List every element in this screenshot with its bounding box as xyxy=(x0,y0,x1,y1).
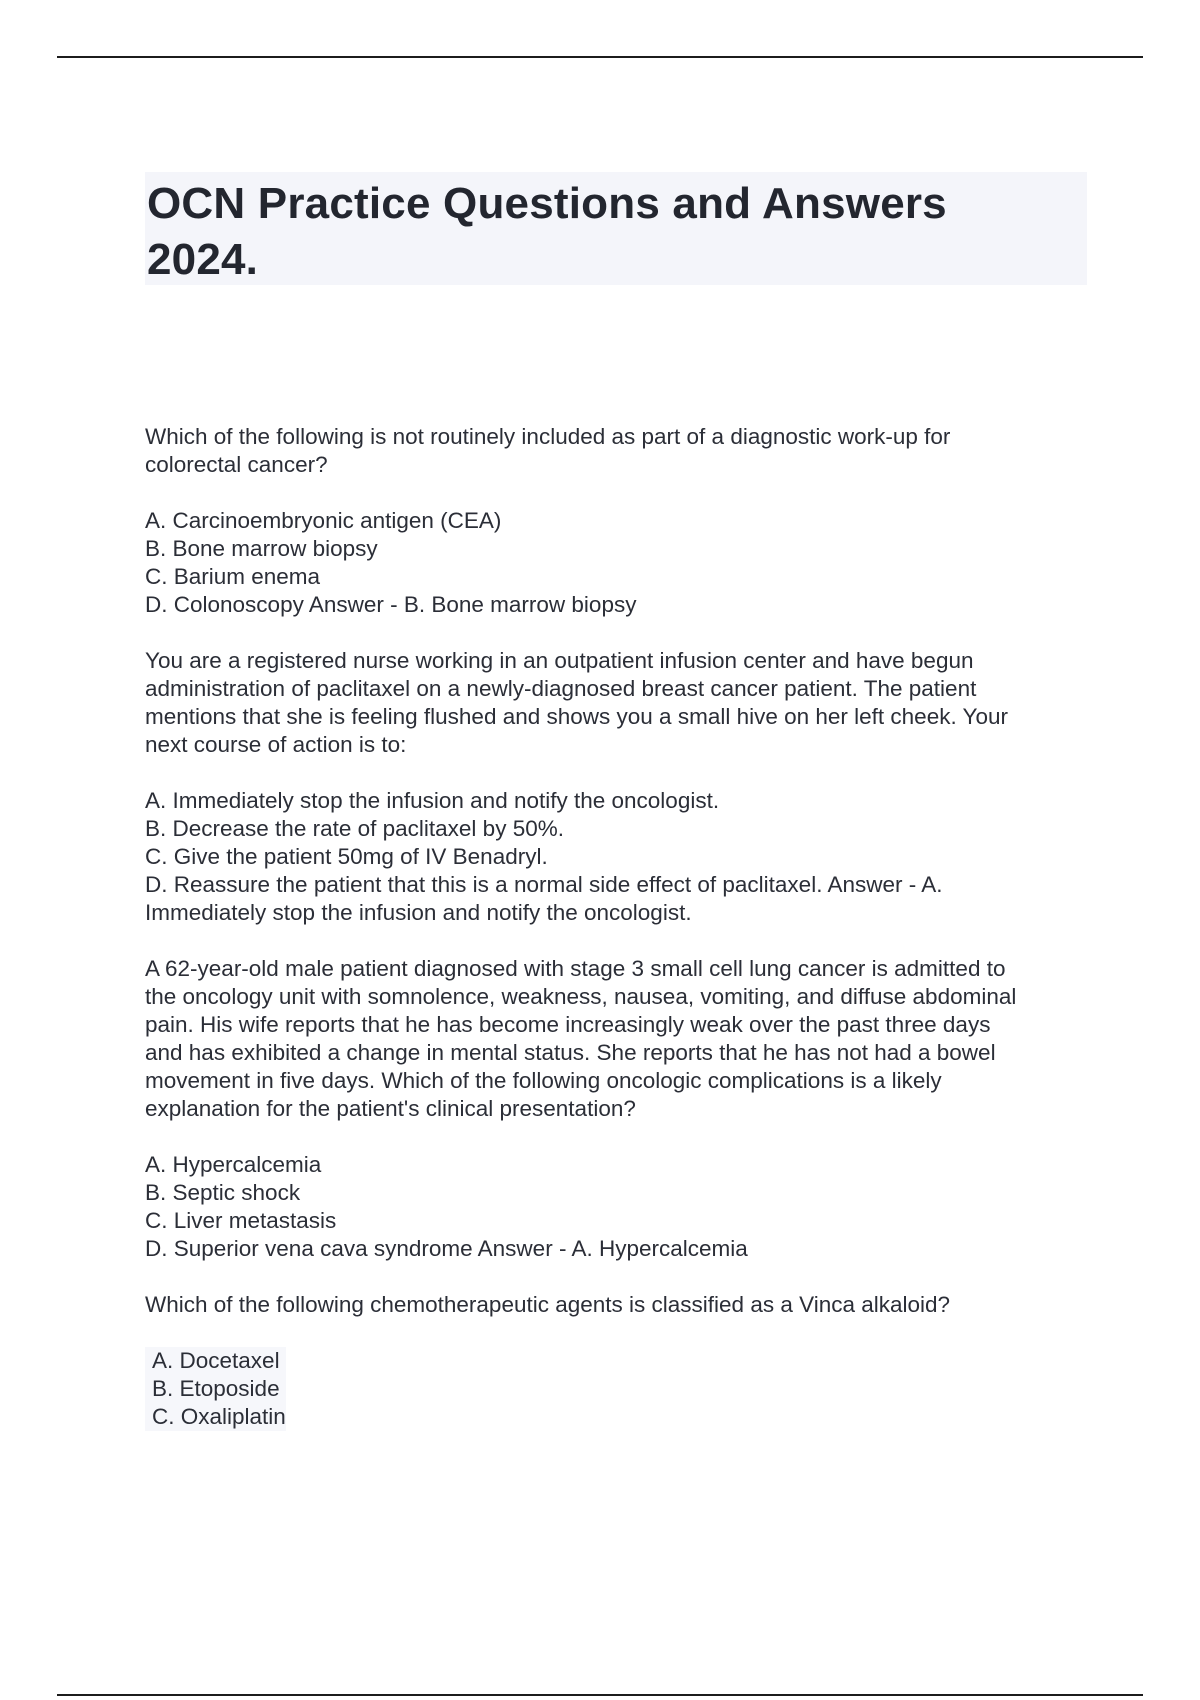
question-3-option: B. Septic shock xyxy=(145,1180,301,1205)
question-2-stem-line: You are a registered nurse working in an outpatient infusion center and have begun xyxy=(145,648,974,673)
question-2-option: C. Give the patient 50mg of IV Benadryl. xyxy=(145,844,548,869)
question-2-stem-line: next course of action is to: xyxy=(145,732,407,757)
title-block xyxy=(145,172,1087,285)
bottom-rule xyxy=(57,1694,1143,1696)
question-2-option: B. Decrease the rate of paclitaxel by 50%. xyxy=(145,816,564,841)
question-3-stem-line: explanation for the patient's clinical presentation? xyxy=(145,1096,636,1121)
question-2-stem-line: administration of paclitaxel on a newly-diagnosed breast cancer patient. The patient xyxy=(145,676,977,701)
question-2 xyxy=(145,647,1095,927)
question-1-stem-line: Which of the following is not routinely included as part of a diagnostic work-up for xyxy=(145,424,951,449)
question-4-option: A. Docetaxel xyxy=(152,1348,280,1373)
question-1-option-with-answer: D. Colonoscopy Answer - B. Bone marrow biopsy xyxy=(145,592,637,617)
question-1-stem-line: colorectal cancer? xyxy=(145,452,328,477)
question-3-option: C. Liver metastasis xyxy=(145,1208,337,1233)
question-3 xyxy=(145,955,1095,1263)
question-2-answer-continued: Immediately stop the infusion and notify the oncologist. xyxy=(145,900,692,925)
question-2-option-with-answer: D. Reassure the patient that this is a normal side effect of paclitaxel. Answer - A. xyxy=(145,872,943,897)
question-3-option-with-answer: D. Superior vena cava syndrome Answer - A. Hypercalcemia xyxy=(145,1236,748,1261)
question-4-stem-line: Which of the following chemotherapeutic agents is classified as a Vinca alkaloid? xyxy=(145,1292,951,1317)
question-3-option: A. Hypercalcemia xyxy=(145,1152,322,1177)
question-3-stem-line: the oncology unit with somnolence, weakness, nausea, vomiting, and diffuse abdominal xyxy=(145,984,1017,1009)
question-3-stem-line: pain. His wife reports that he has become increasingly weak over the past three days xyxy=(145,1012,991,1037)
question-4-options-block xyxy=(145,1347,286,1431)
question-2-stem-line: mentions that she is feeling flushed and shows you a small hive on her left cheek. Your xyxy=(145,704,1009,729)
page-title-line: OCN Practice Questions and Answers xyxy=(147,179,947,228)
question-4 xyxy=(145,1291,1095,1431)
page-title xyxy=(147,176,1085,288)
question-4-option: C. Oxaliplatin xyxy=(152,1404,286,1429)
question-1-option: C. Barium enema xyxy=(145,564,321,589)
question-1-option: B. Bone marrow biopsy xyxy=(145,536,378,561)
question-1 xyxy=(145,423,1095,619)
question-2-option: A. Immediately stop the infusion and notify the oncologist. xyxy=(145,788,720,813)
question-4-option: B. Etoposide xyxy=(152,1376,280,1401)
question-3-stem-line: A 62-year-old male patient diagnosed with stage 3 small cell lung cancer is admitted to xyxy=(145,956,1006,981)
question-3-stem-line: movement in five days. Which of the following oncologic complications is a likely xyxy=(145,1068,942,1093)
top-rule xyxy=(57,56,1143,58)
page-title-line: 2024. xyxy=(147,235,259,284)
question-3-stem-line: and has exhibited a change in mental status. She reports that he has not had a bowel xyxy=(145,1040,996,1065)
question-list xyxy=(145,423,1095,1431)
question-1-option: A. Carcinoembryonic antigen (CEA) xyxy=(145,508,502,533)
